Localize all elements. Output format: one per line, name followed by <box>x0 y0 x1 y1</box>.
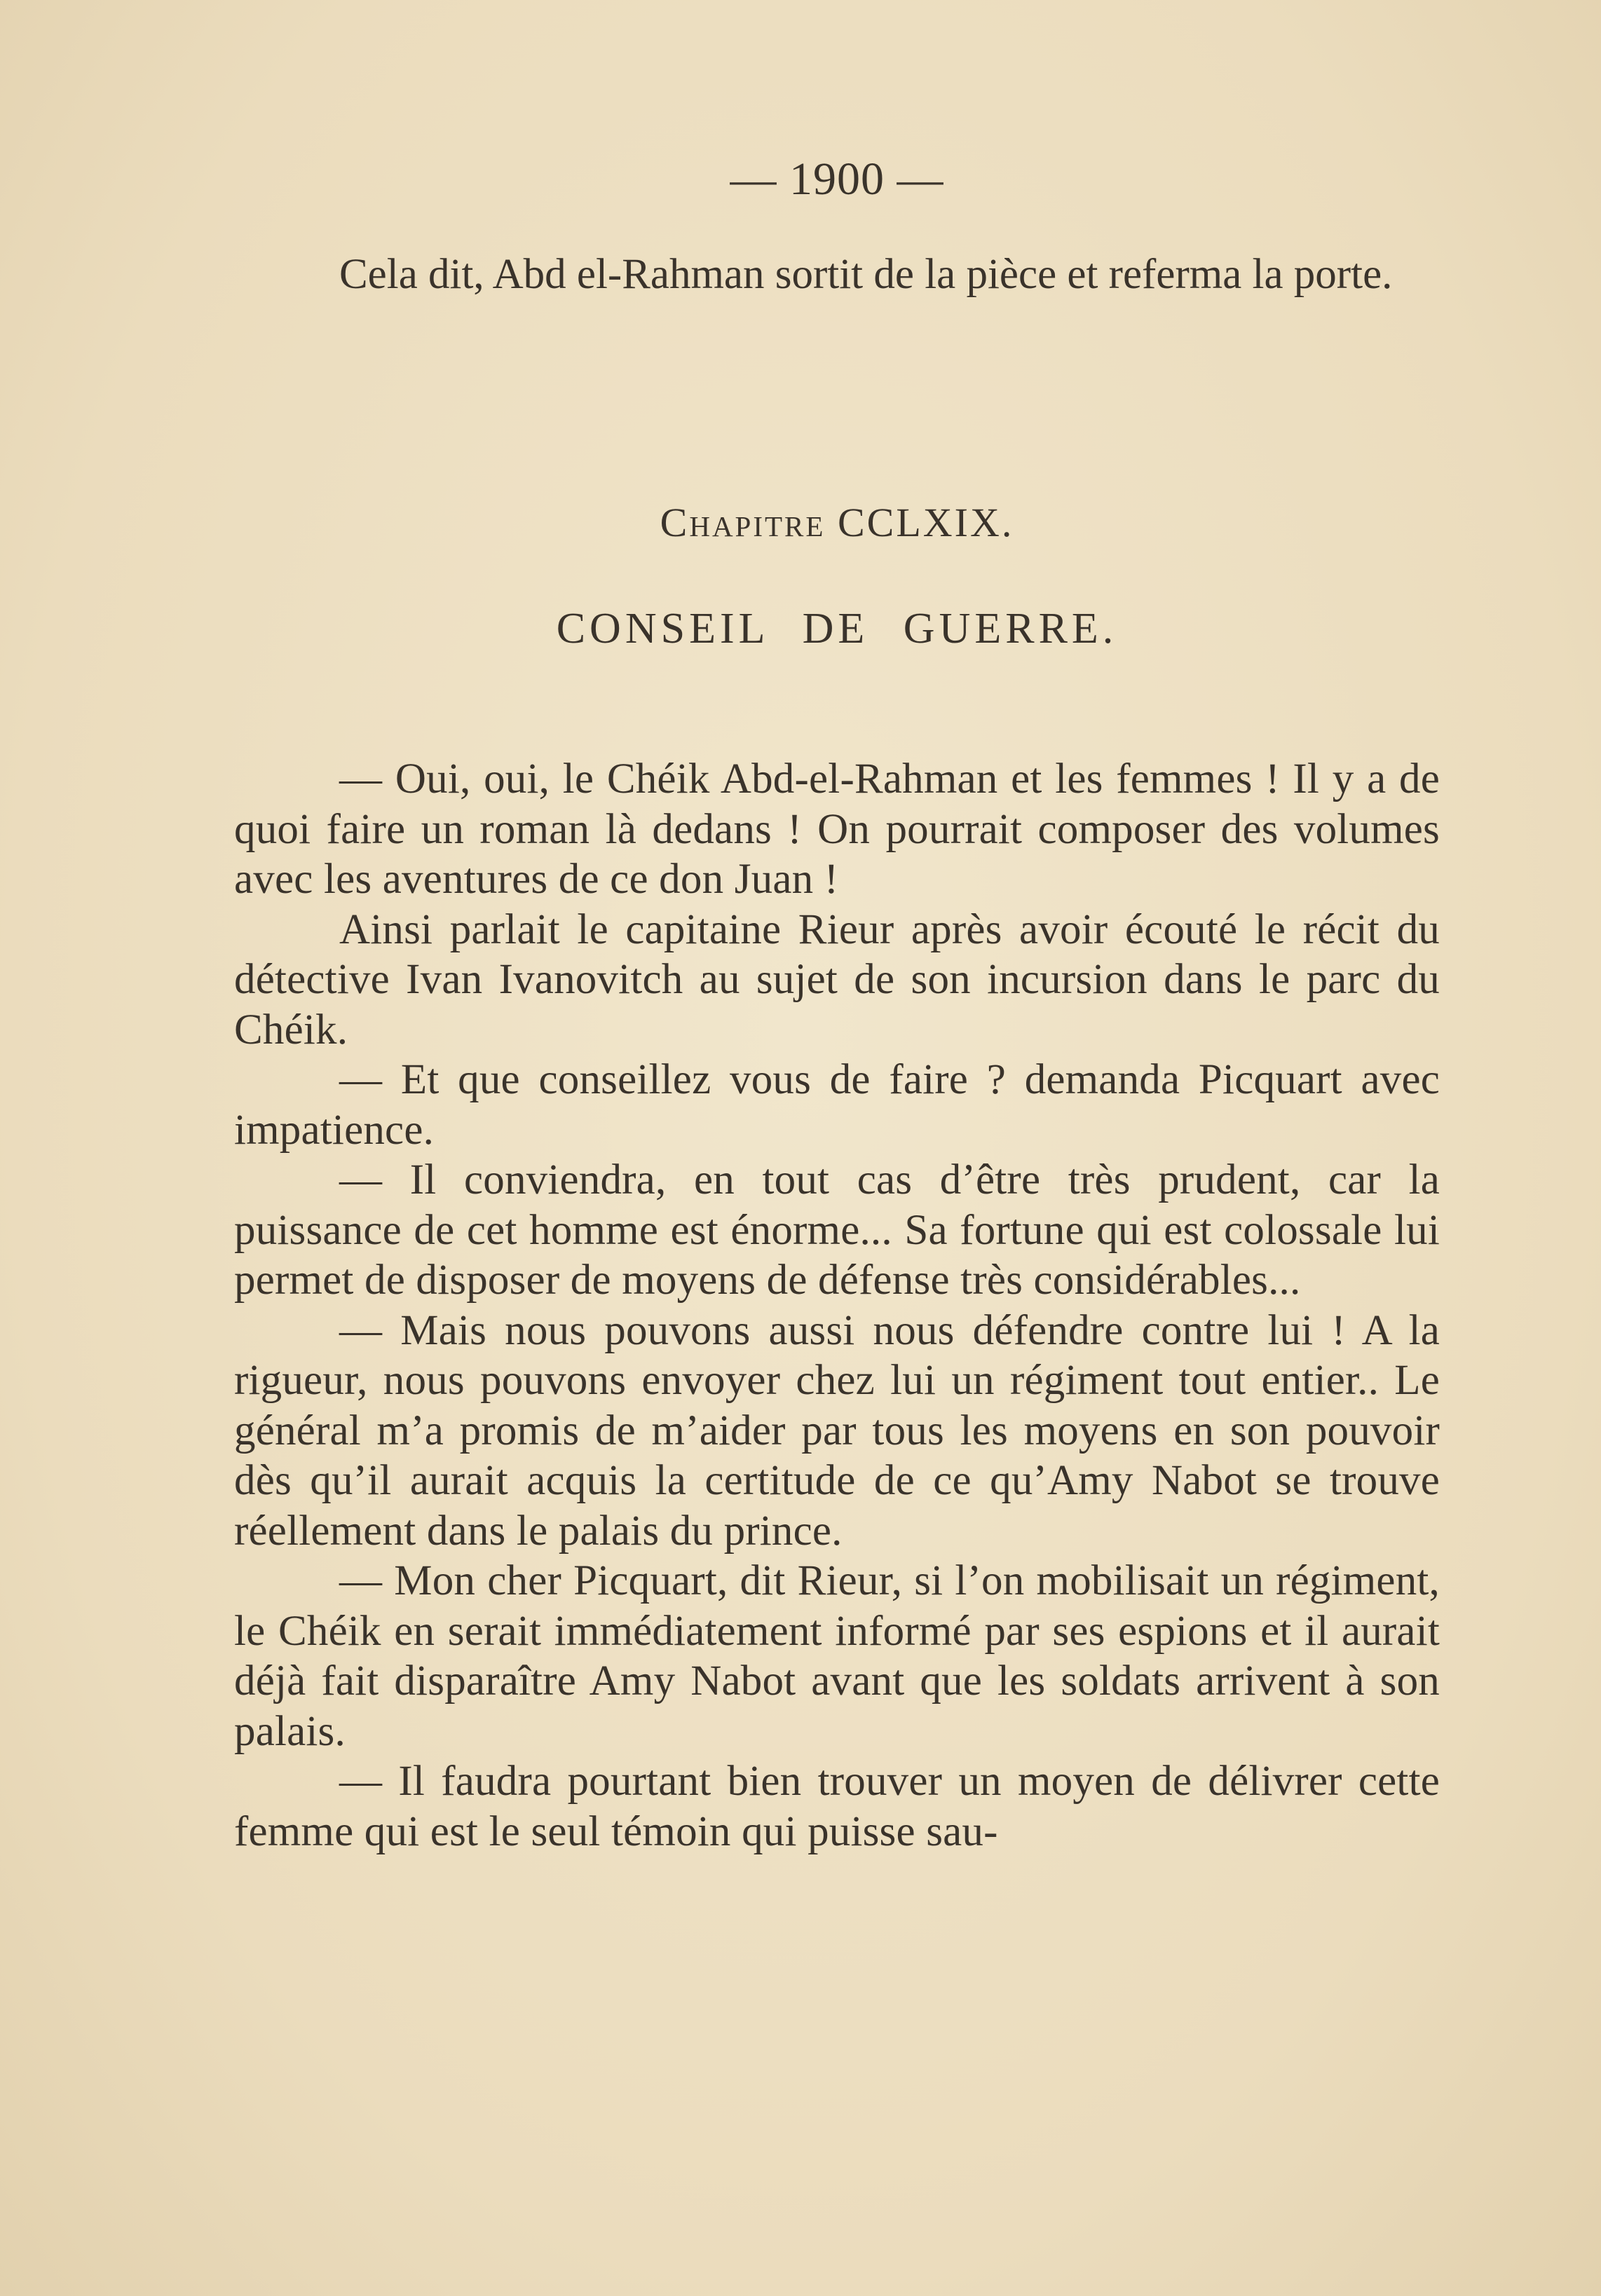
paragraph: — Mais nous pouvons aussi nous défendre contre lui ! A la rigueur, nous pouvons envoyer chez lui un régiment tout entier.. Le général m’a promis de m’aider par tous les moyens en son pouvoir dès qu’il aurait acquis la certitude de ce qu’Amy Nabot se trouve réellement dans le palais du prince. <box>234 1306 1440 1554</box>
paragraph: — Il faudra pourtant bien trouver un moyen de délivrer cette femme qui est le seul témoin qui puisse sau- <box>234 1758 1440 1855</box>
paragraph: — Oui, oui, le Chéik Abd-el-Rahman et les femmes ! Il y a de quoi faire un roman là dedans ! On pourrait composer des volumes avec les aventures de ce don Juan ! <box>234 756 1440 903</box>
page-number: — 1900 — <box>730 153 944 205</box>
paragraph: — Et que conseillez vous de faire ? demanda Picquart avec impatience. <box>234 1056 1440 1154</box>
chapter-title: CONSEIL DE GUERRE. <box>556 605 1118 652</box>
paragraph: Ainsi parlait le capitaine Rieur après avoir écouté le récit du détective Ivan Ivanovitch au sujet de son incursion dans le parc du Chéik. <box>234 906 1440 1053</box>
paragraph: — Il conviendra, en tout cas d’être très prudent, car la puissance de cet homme est énorme... Sa fortune qui est colossale lui permet de disposer de moyens de défense très considérables... <box>234 1156 1440 1304</box>
chapter-heading: Chapitre CCLXIX. <box>660 500 1014 545</box>
carry-over-paragraph: Cela dit, Abd el-Rahman sortit de la pièce et referma la porte. <box>339 251 1393 298</box>
body-text <box>234 754 1440 1857</box>
paragraph: — Mon cher Picquart, dit Rieur, si l’on mobilisait un régiment, le Chéik en serait immédiatement informé par ses espions et il aurait déjà fait disparaître Amy Nabot avant que les soldats arrivent à son palais. <box>234 1557 1440 1755</box>
book-page <box>234 0 1440 2296</box>
